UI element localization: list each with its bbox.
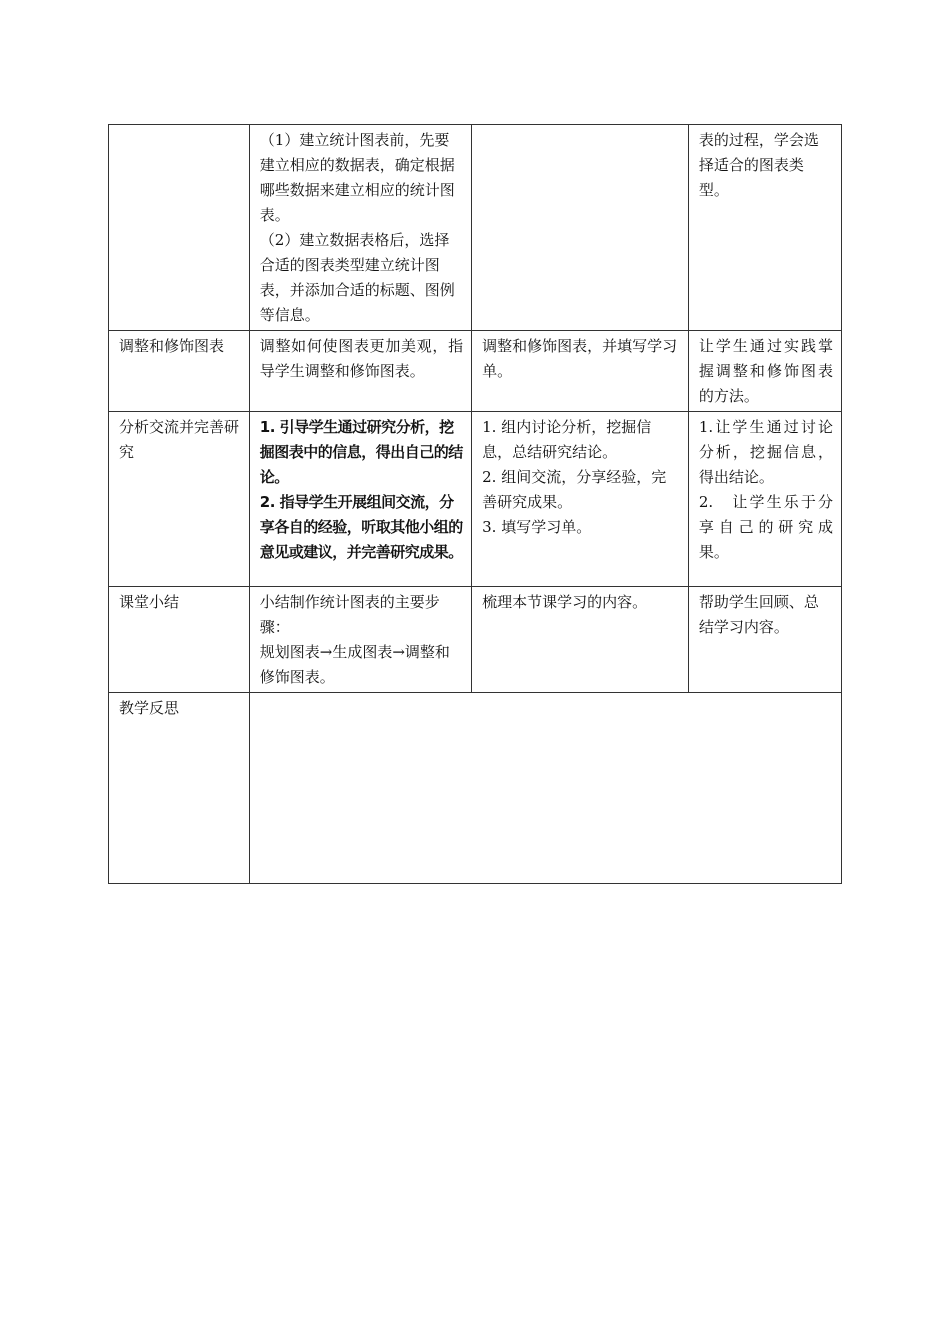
teacher-activity-cell [249, 331, 471, 412]
student-step: 1. 组内讨论分析，挖掘信息，总结研究结论。 [482, 418, 652, 461]
student-activity-cell [472, 331, 689, 412]
stage-cell [109, 125, 250, 331]
teacher-step: 2. 指导学生开展组间交流，分享各自的经验，听取其他小组的意见或建议，并完善研究成果。 [259, 493, 463, 561]
stage-label: 调整和修饰图表 [119, 337, 225, 355]
teacher-step: 调整如何使图表更加美观，指导学生调整和修饰图表。 [259, 337, 464, 380]
intent-text: 让学生通过实践掌握调整和修饰图表的方法。 [698, 337, 833, 405]
lesson-plan-table [108, 124, 842, 884]
table-row [109, 331, 842, 412]
teacher-step: 规划图表→生成图表→调整和修饰图表。 [259, 643, 450, 686]
teacher-step: 1. 引导学生通过研究分析，挖掘图表中的信息，得出自己的结论。 [259, 418, 463, 486]
stage-cell [109, 693, 250, 884]
student-step: 梳理本节课学习的内容。 [482, 593, 648, 611]
teacher-step: 小结制作统计图表的主要步骤： [259, 593, 440, 636]
student-step: 2. 组间交流，分享经验，完善研究成果。 [482, 468, 667, 511]
teacher-activity-cell [249, 125, 471, 331]
stage-cell [109, 412, 250, 587]
table-row [109, 125, 842, 331]
design-intent-cell [688, 412, 841, 587]
reflection-content-cell [249, 693, 841, 884]
student-activity-cell [472, 587, 689, 693]
intent-text: 帮助学生回顾、总结学习内容。 [698, 593, 819, 636]
stage-label: 课堂小结 [119, 593, 180, 611]
student-step: 调整和修饰图表，并填写学习单。 [482, 337, 678, 380]
student-activity-cell [472, 412, 689, 587]
teacher-activity-cell [249, 587, 471, 693]
teacher-step: （1）建立统计图表前，先要建立相应的数据表，确定根据哪些数据来建立相应的统计图表。 [259, 131, 455, 224]
stage-label: 分析交流并完善研究 [119, 418, 240, 461]
design-intent-cell [688, 587, 841, 693]
table-row [109, 587, 842, 693]
reflection-label: 教学反思 [119, 699, 180, 717]
teacher-activity-cell [249, 412, 471, 587]
table-row [109, 693, 842, 884]
table-row [109, 412, 842, 587]
design-intent-cell [688, 125, 841, 331]
intent-text: 2. 让学生乐于分享自己的研究成果。 [698, 493, 833, 561]
design-intent-cell [688, 331, 841, 412]
intent-text: 1.让学生通过讨论分析，挖掘信息，得出结论。 [698, 418, 833, 486]
stage-cell [109, 587, 250, 693]
student-activity-cell [472, 125, 689, 331]
intent-text: 表的过程，学会选择适合的图表类型。 [698, 131, 819, 199]
stage-cell [109, 331, 250, 412]
teacher-step: （2）建立数据表格后，选择合适的图表类型建立统计图表，并添加合适的标题、图例等信息。 [259, 231, 455, 324]
student-step: 3. 填写学习单。 [482, 518, 592, 536]
